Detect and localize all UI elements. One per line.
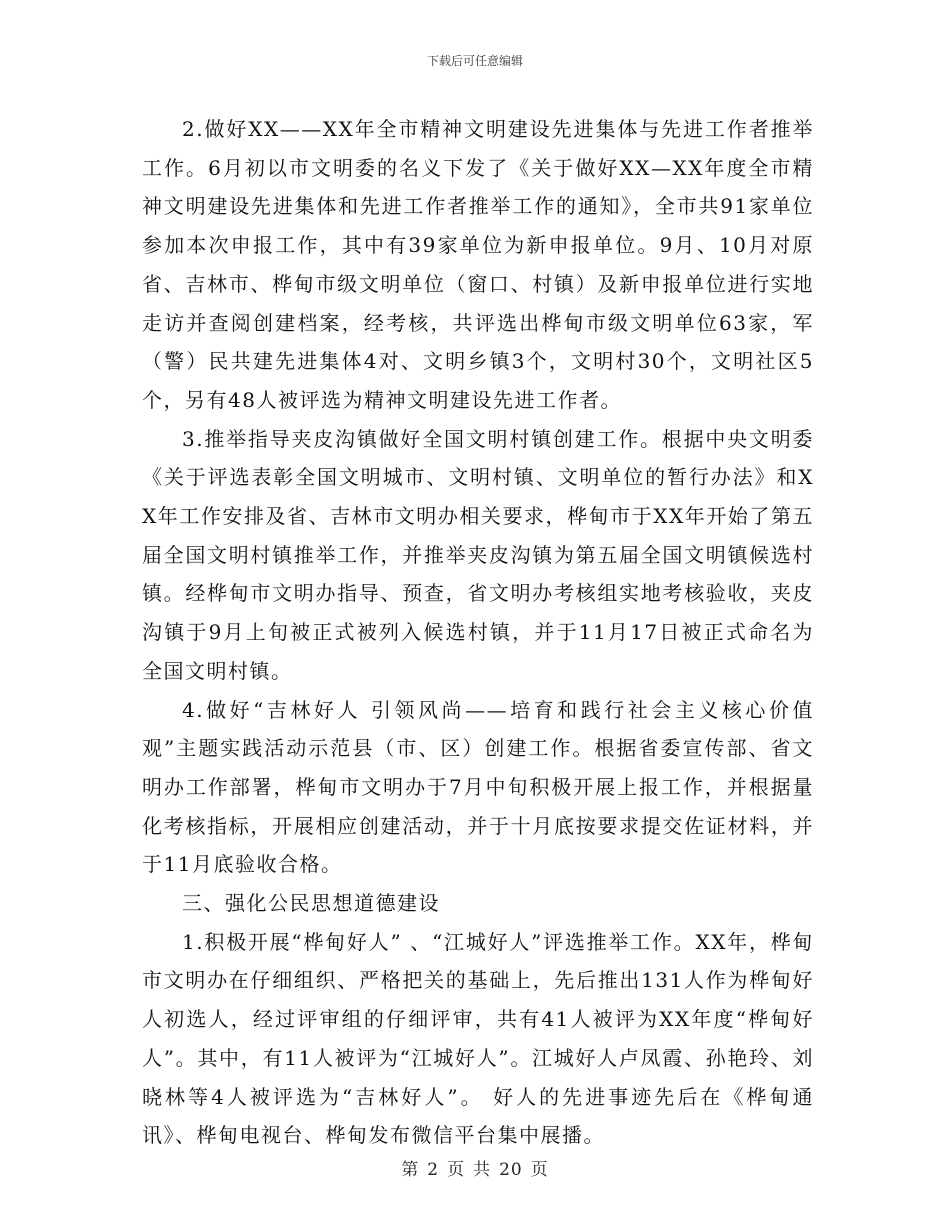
paragraph-item-3: 3.推举指导夹皮沟镇做好全国文明村镇创建工作。根据中央文明委《关于评选表彰全国文明城市、文明村镇、文明单位的暂行办法》和XX年工作安排及省、吉林市文明办相关要求，桦甸市于XX年开始了第五届全国文明村镇推举工作，并推举夹皮沟镇为第五届全国文明镇候选村镇。经桦甸市文明办指导、预查，省文明办考核组实地考核验收，夹皮沟镇于9月上旬被正式被列入候选村镇，并于11月17日被正式命名为全国文明村镇。: [142, 426, 814, 683]
footer-total-word: 共: [473, 1160, 492, 1180]
section-heading-3: 三、强化公民思想道德建设: [182, 891, 440, 916]
paragraph-item-4: 4.做好“吉林好人 引领风尚——培育和践行社会主义核心价值观”主题实践活动示范县（市、区）创建工作。根据省委宣传部、省文明办工作部署，桦甸市文明办于7月中旬积极开展上报工作，并根据量化考核指标，开展相应创建活动，并于十月底按要求提交佐证材料，并于11月底验收合格。: [142, 697, 814, 877]
footer-current-page: 2: [427, 1160, 440, 1180]
footer-suffix: 页: [530, 1160, 549, 1180]
page-header-note: 下载后可任意编辑: [426, 54, 523, 68]
document-body: [142, 110, 814, 1155]
footer-prefix: 第: [401, 1160, 420, 1180]
page-number-footer: [0, 1155, 950, 1180]
paragraph-section3-item-1: 1.积极开展“桦甸好人” 、“江城好人”评选推举工作。XX年，桦甸市文明办在仔细组织、严格把关的基础上，先后推出131人作为桦甸好人初选人，经过评审组的仔细评审，共有41人被评为XX年度“桦甸好人”。其中，有11人被评为“江城好人”。江城好人卢凤霞、孙艳玲、刘晓林等4人被评选为“吉林好人”。 好人的先进事迹先后在《桦甸通讯》、桦甸电视台、桦甸发布微信平台集中展播。: [142, 929, 814, 1148]
footer-total-pages: 20: [499, 1160, 523, 1180]
footer-page-word: 页: [447, 1160, 466, 1180]
paragraph-item-2: 2.做好XX——XX年全市精神文明建设先进集体与先进工作者推举工作。6月初以市文明委的名义下发了《关于做好XX—XX年度全市精神文明建设先进集体和先进工作者推举工作的通知》，全市共91家单位参加本次申报工作，其中有39家单位为新申报单位。9月、10月对原省、吉林市、桦甸市级文明单位（窗口、村镇）及新申报单位进行实地走访并查阅创建档案，经考核，共评选出桦甸市级文明单位63家，军（警）民共建先进集体4对、文明乡镇3个，文明村30个，文明社区5个，另有48人被评选为精神文明建设先进工作者。: [142, 117, 814, 412]
